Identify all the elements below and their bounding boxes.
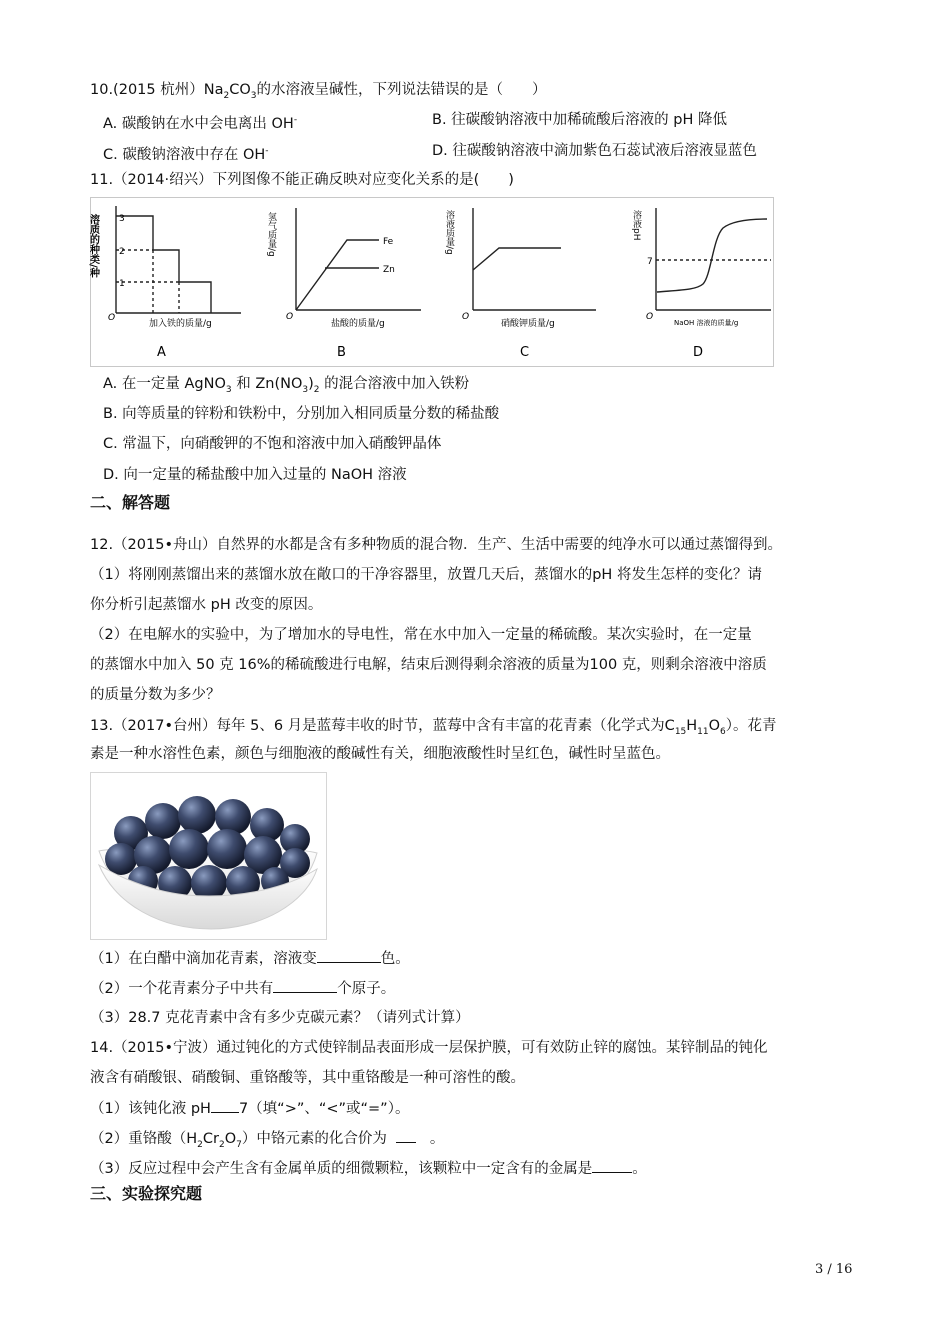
section-heading-answers: 二、解答题 <box>90 493 171 512</box>
chart-c-origin: O <box>462 312 470 322</box>
q14-line-2: 液含有硝酸银、硝酸铜、重铬酸等，其中重铬酸是一种可溶性的酸。 <box>90 1070 525 1086</box>
q13-blank-2[interactable] <box>273 978 337 993</box>
q12-line-6: 的质量分数为多少？ <box>90 687 221 703</box>
q14-part-2: （2）重铬酸$(H_2Cr_2O_7)$中铬元素的化合价为 。 <box>90 1128 444 1149</box>
q10-stem: 10.(2015 杭州）$Na_2CO_3$的水溶液呈碱性，下列说法错误的是（ ） <box>90 82 547 101</box>
chart-c-label: C <box>520 345 530 360</box>
q11-option-a: A. 在一定量 AgNO$_3$ 和 $Zn(NO_3)_2$ 的混合溶液中加入铁粉 <box>103 376 470 395</box>
q14-blank-1[interactable] <box>211 1098 239 1113</box>
q14-part-3: （3）反应过程中会产生含有金属单质的细微颗粒，该颗粒中一定含有的金属是 。 <box>90 1158 647 1179</box>
q12-line-2: （1）将刚刚蒸馏出来的蒸馏水放在敞口的干净容器里，放置几天后，蒸馏水的pH 将发生怎样的变化？请 <box>90 567 762 583</box>
chart-a-tick-3: 3 <box>119 214 125 224</box>
q13-part-1: （1）在白醋中滴加花青素，溶液变 色。 <box>90 948 410 969</box>
q12-line-1: 12.（2015•舟山）自然界的水都是含有多种物质的混合物．生产、生活中需要的纯净水可以通过蒸馏得到。 <box>90 537 783 553</box>
chart-b-series-zn: Zn <box>383 265 395 275</box>
chart-c-xlabel: 硝酸钾质量/g <box>501 319 555 329</box>
chart-a-tick-1: 1 <box>119 279 125 289</box>
page-number: 3 / 16 <box>815 1262 853 1277</box>
chart-d-xlabel: NaOH 溶液的质量/g <box>674 319 739 327</box>
blueberry-bowl-image <box>90 772 327 940</box>
q14-line-1: 14.（2015•宁波）通过钝化的方式使锌制品表面形成一层保护膜，可有效防止锌的腐蚀。某锌制品的钝化 <box>90 1040 768 1056</box>
q11-option-b: B. 向等质量的锌粉和铁粉中，分别加入相同质量分数的稀盐酸 <box>103 406 500 422</box>
q13-line-2: 素是一种水溶性色素，颜色与细胞液的酸碱性有关，细胞液酸性时呈红色，碱性时呈蓝色。 <box>90 746 670 762</box>
q13-part-2: （2）一个花青素分子中共有 个原子。 <box>90 978 395 999</box>
q12-line-3: 你分析引起蒸馏水 pH 改变的原因。 <box>90 597 323 613</box>
q13-line-1: 13.（2017•台州）每年 5、6 月是蓝莓丰收的时节，蓝莓中含有丰富的花青素（化学式为$C_{15}H_{11}O_6$）。花青 <box>90 718 777 737</box>
chart-a <box>116 206 241 313</box>
q12-line-5: 的蒸馏水中加入 50 克 16%的稀硫酸进行电解，结束后测得剩余溶液的质量为100 克，则剩余溶液中溶质 <box>90 657 767 673</box>
chart-a-origin: O <box>108 313 116 323</box>
chart-a-xlabel: 加入铁的质量/g <box>149 319 212 329</box>
chart-a-label: A <box>157 345 166 360</box>
chart-b-series-fe: Fe <box>383 237 394 247</box>
q14-blank-2[interactable] <box>396 1128 416 1143</box>
chart-b-label: B <box>337 345 346 360</box>
q10-option-b: B. 往碳酸钠溶液中加稀硫酸后溶液的 pH 降低 <box>432 112 727 128</box>
q14-part-1: （1）该钝化液 pH 7（填“>”、“<”或“=”）。 <box>90 1098 409 1119</box>
chart-c-ylabel: 溶液质量/g <box>444 210 454 255</box>
chart-b-origin: O <box>286 312 294 322</box>
q13-part-3: （3）28.7 克花青素中含有多少克碳元素？（请列式计算） <box>90 1010 470 1026</box>
section-heading-experiment: 三、实验探究题 <box>90 1184 203 1203</box>
chart-d-tick-7: 7 <box>647 257 653 267</box>
q10-option-a: A. 碳酸钠在水中会电离出 OH- <box>103 115 298 132</box>
q13-blank-1[interactable] <box>317 948 381 963</box>
q10-option-c: C. 碳酸钠溶液中存在 OH- <box>103 146 269 163</box>
chart-b-xlabel: 盐酸的质量/g <box>331 319 385 329</box>
q14-blank-3[interactable] <box>592 1158 632 1173</box>
q11-stem: 11.（2014·绍兴）下列图像不能正确反映对应变化关系的是( ) <box>90 172 514 188</box>
q12-line-4: （2）在电解水的实验中，为了增加水的导电性，常在水中加入一定量的稀硫酸。某次实验时，在一定量 <box>90 627 752 643</box>
chart-c <box>473 208 596 310</box>
chart-d-label: D <box>693 345 704 360</box>
chart-d-ylabel: 溶液pH <box>631 210 641 241</box>
q11-graph-panel <box>87 197 774 367</box>
chart-b-ylabel: 氢气质量/g <box>266 212 276 257</box>
chart-a-ylabel: 溶质的种类/种 <box>87 214 99 278</box>
q11-option-c: C. 常温下，向硝酸钾的不饱和溶液中加入硝酸钾晶体 <box>103 436 442 452</box>
chart-d-origin: O <box>646 312 654 322</box>
chart-a-tick-2: 2 <box>119 247 125 257</box>
q11-option-d: D. 向一定量的稀盐酸中加入过量的 NaOH 溶液 <box>103 467 407 483</box>
chart-d <box>656 208 771 310</box>
chart-b <box>296 208 421 310</box>
q10-option-d: D. 往碳酸钠溶液中滴加紫色石蕊试液后溶液显蓝色 <box>432 143 757 159</box>
